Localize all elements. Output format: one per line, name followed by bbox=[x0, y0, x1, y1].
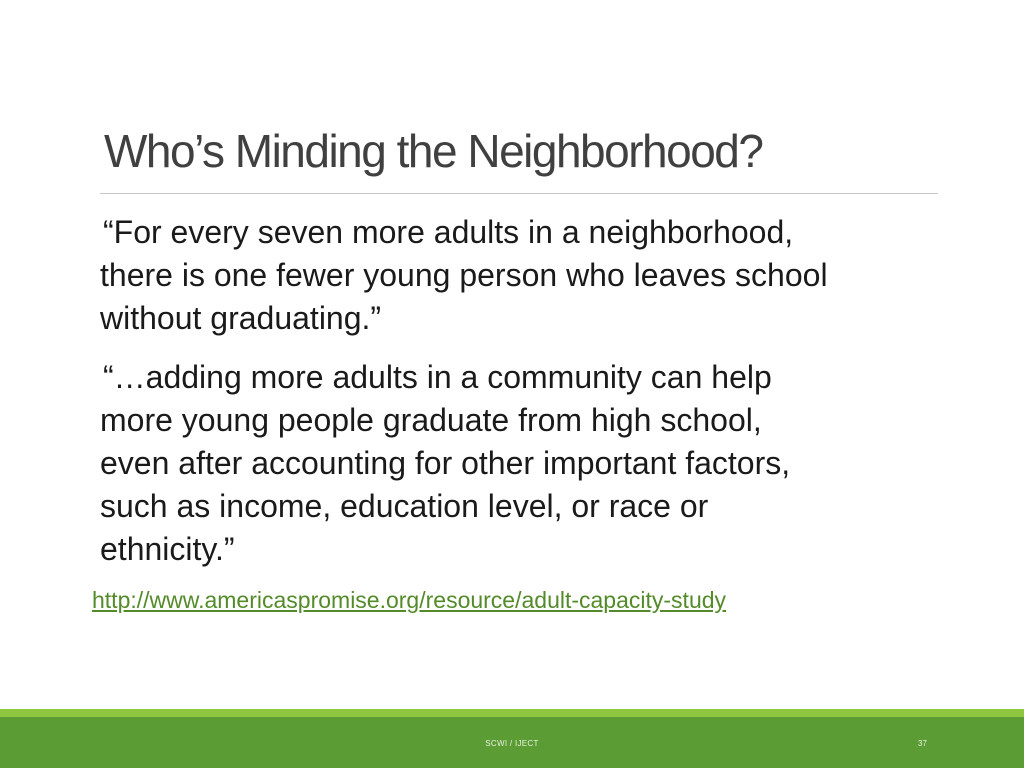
slide-title: Who’s Minding the Neighborhood? bbox=[104, 125, 763, 177]
quote-line: even after accounting for other important factors, bbox=[100, 445, 791, 481]
quote-line: more young people graduate from high school, bbox=[100, 402, 762, 438]
footer-text: SCWI / IJECT bbox=[485, 739, 539, 748]
quote-line: “…adding more adults in a community can help bbox=[103, 359, 772, 395]
footer-accent-stripe bbox=[0, 709, 1024, 717]
source-link[interactable]: http://www.americaspromise.org/resource/adult-capacity-study bbox=[92, 587, 727, 613]
quote-line: without graduating.” bbox=[100, 300, 382, 336]
slide-number: 37 bbox=[918, 739, 927, 748]
title-divider bbox=[100, 193, 938, 194]
quote-block-2 bbox=[100, 356, 790, 571]
quote-line: ethnicity.” bbox=[100, 531, 235, 567]
quote-line: there is one fewer young person who leaves school bbox=[100, 257, 828, 293]
quote-block-1 bbox=[100, 211, 828, 340]
quote-line: “For every seven more adults in a neighborhood, bbox=[103, 214, 794, 250]
quote-line: such as income, education level, or race or bbox=[100, 488, 709, 524]
